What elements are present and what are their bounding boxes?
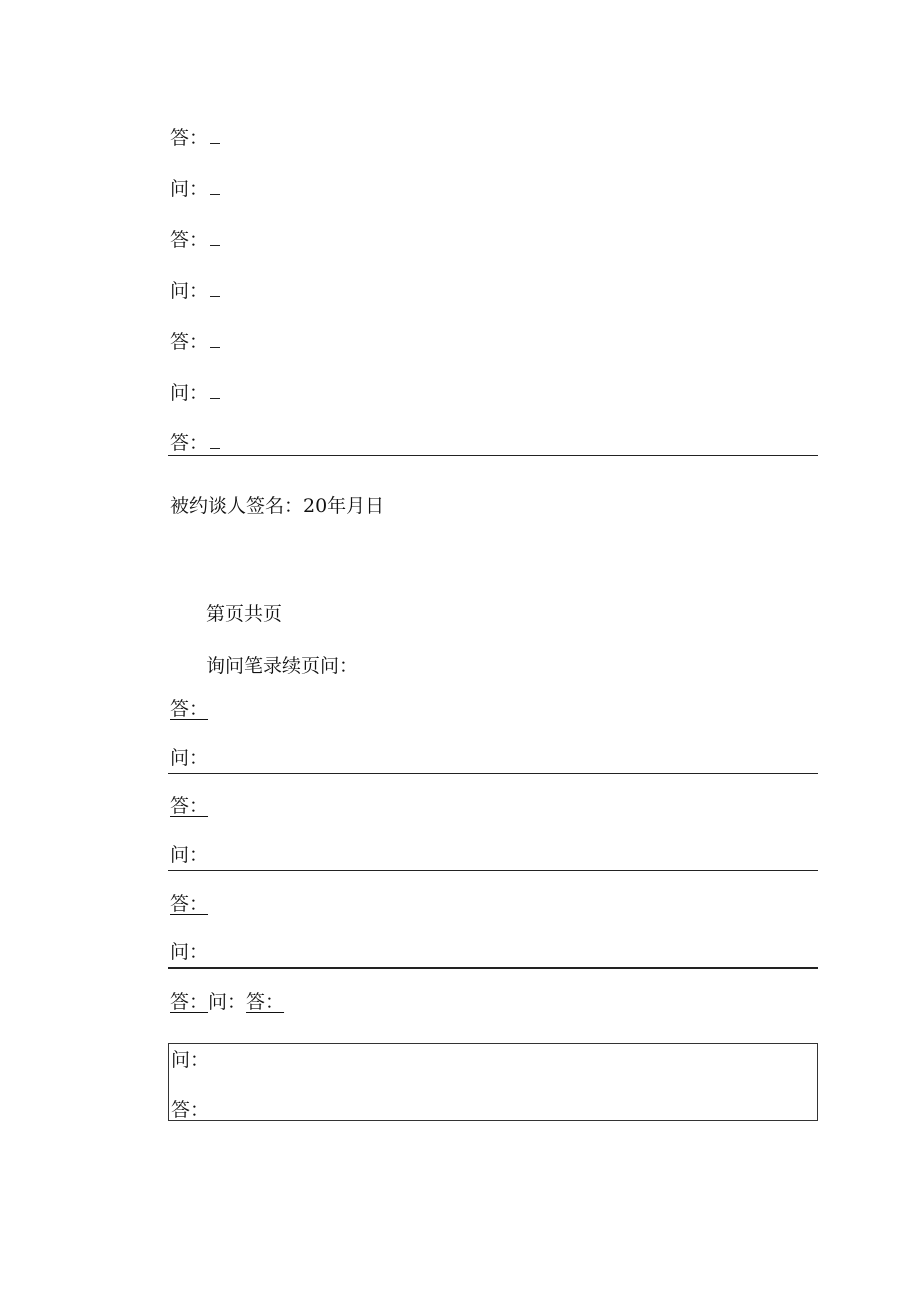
qa-label: 问： [170, 382, 209, 404]
answer-label: 答： [170, 698, 209, 720]
answer-blank[interactable] [210, 127, 220, 144]
question-label: 问： [170, 844, 209, 866]
answer-label: 答： [246, 991, 285, 1013]
qa-box [168, 1043, 818, 1121]
qa-line-6 [170, 382, 220, 404]
qa-label: 答： [170, 229, 209, 251]
signature-line: 被约谈人签名：20年月日 [170, 495, 385, 517]
rule-line [168, 773, 818, 774]
qa-line-4 [170, 280, 220, 302]
rule-line [168, 455, 818, 456]
page-count: 第页共页 [206, 603, 283, 625]
qa-line-1 [170, 127, 220, 149]
answer-label: 答： [170, 991, 209, 1013]
question-label: 问： [171, 1049, 210, 1071]
qa-label: 问： [170, 178, 209, 200]
question-label: 问： [170, 747, 209, 769]
answer-label: 答： [170, 893, 209, 915]
qa-line-2 [170, 178, 220, 200]
combined-qa-line [170, 991, 284, 1013]
rule-line [168, 870, 818, 871]
answer-label: 答： [171, 1099, 210, 1121]
qa-line-7 [170, 432, 220, 454]
answer-label: 答： [170, 795, 209, 817]
continuation-title: 询问笔录续页问： [206, 655, 359, 677]
answer-blank[interactable] [210, 432, 220, 449]
qa-label: 问： [170, 280, 209, 302]
qa-line-5 [170, 331, 220, 353]
question-label: 问： [208, 991, 247, 1013]
answer-blank[interactable] [210, 178, 220, 195]
rule-line [168, 967, 818, 969]
answer-blank[interactable] [210, 382, 220, 399]
qa-label: 答： [170, 331, 209, 353]
qa-label: 答： [170, 432, 209, 454]
qa-line-3 [170, 229, 220, 251]
question-label: 问： [170, 941, 209, 963]
answer-blank[interactable] [210, 229, 220, 246]
answer-blank[interactable] [210, 280, 220, 297]
qa-label: 答： [170, 127, 209, 149]
answer-blank[interactable] [210, 331, 220, 348]
